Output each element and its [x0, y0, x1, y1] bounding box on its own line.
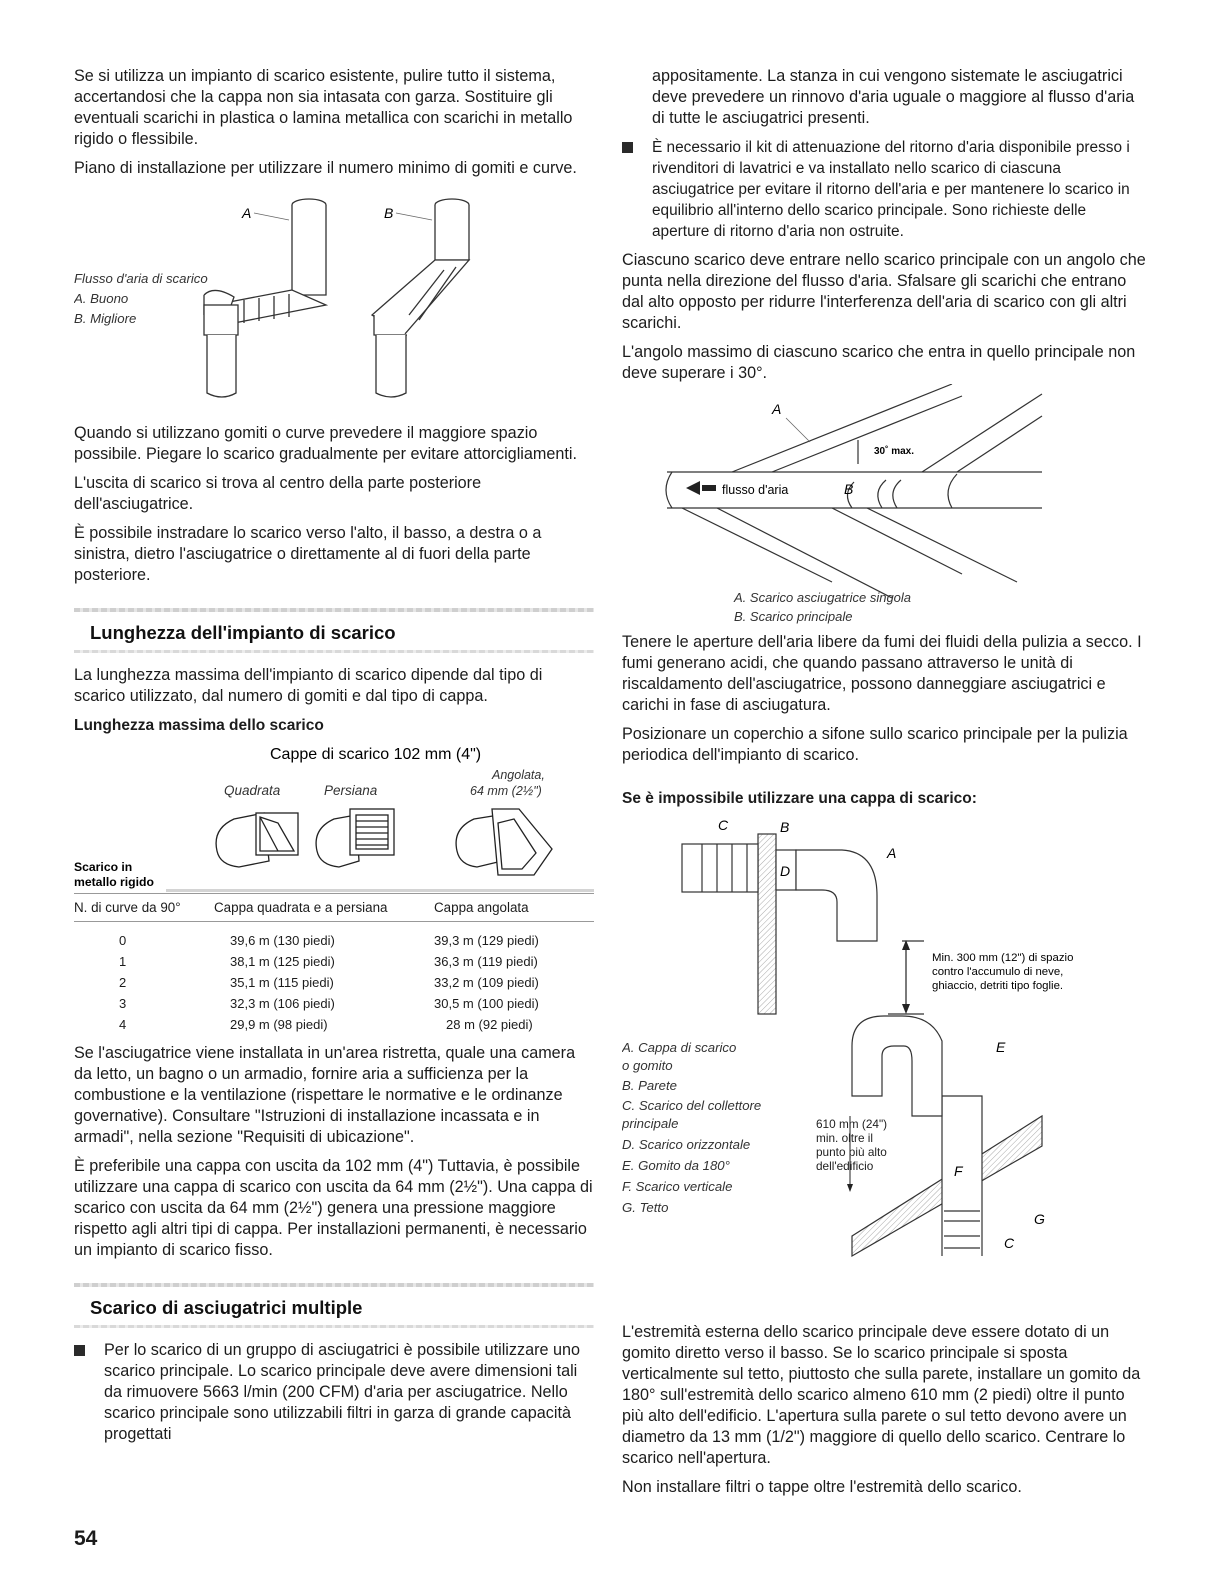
section-rule	[74, 1325, 594, 1328]
table-cell: 2	[119, 975, 127, 990]
paragraph-hood-preference: È preferibile una cappa con uscita da 102 mm (4") Tuttavia, è possibile utilizzare una cappa di scarico con uscita da 64 mm (2½"). Una cappa di scarico con uscita da 64 mm (2½") genera una pressione maggiore rispetto agli altri tipi di cappa. Per installazioni permanenti, è necessario un impianto di scarico fisso.	[74, 1157, 593, 1259]
hood-persiana-label: Persiana	[324, 783, 378, 798]
table-row	[74, 1014, 594, 1035]
fig2-label-b: B	[844, 481, 854, 497]
fig3-legend-item: D. Scarico orizzontale	[622, 1137, 751, 1152]
paragraph-outer-end: L'estremità esterna dello scarico principale deve essere dotato di un gomito diretto verso il basso. Se lo scarico principale si sposta verticalmente sul tetto, piuttosto che sulla parete, installare un gomito da 180° sull'estremità dello scarico almeno 610 mm (2 piedi) oltre il punto più alto dell'edificio. L'apertura sulla parete o sul tetto devono avere un diametro da 13 mm (1/2") maggiore di quello dello scarico. Centrare lo scarico nell'apertura.	[622, 1323, 1141, 1467]
fig3-legend-item: principale	[622, 1116, 679, 1131]
table-cell: 38,1 m (125 piedi)	[230, 954, 335, 969]
fig3-legend-item: G. Tetto	[622, 1200, 669, 1215]
exhaust-airflow-figure	[74, 185, 594, 415]
fig1-caption-b: B. Migliore	[74, 311, 137, 326]
paragraph-continuation: appositamente. La stanza in cui vengono sistemate le asciugatrici deve prevedere un rinnovo d'aria uguale o maggiore al flusso d'aria di tutte le asciugatrici presenti.	[652, 67, 1135, 127]
table-cell: 36,3 m (119 piedi)	[434, 954, 538, 969]
page-number: 54	[74, 1527, 98, 1550]
fig1-label-a: A	[242, 205, 252, 221]
fig3-note-3: ghiaccio, detriti tipo foglie.	[932, 980, 1064, 992]
fig3-label-c2: C	[1004, 1235, 1015, 1251]
section-rule	[74, 650, 594, 653]
paragraph-trap-cover: Posizionare un coperchio a sifone sullo scarico principale per la pulizia periodica dell'impianto di scarico.	[622, 725, 1128, 764]
table-row	[74, 951, 594, 972]
bullet-main-exhaust: Per lo scarico di un gruppo di asciugatrici è possibile utilizzare uno scarico principale. Lo scarico principale deve avere dimensioni tali da rimuovere 5663 l/min (200 CFM) d'aria per asciugatrice. Nello scarico principale sono utilizzabili filtri in garza di grande capacità progettati	[74, 1340, 594, 1445]
table-header: Cappa quadrata e a persiana	[214, 894, 434, 922]
fig3-label-f: F	[954, 1163, 963, 1179]
intro-paragraph-2: Piano di installazione per utilizzare il numero minimo di gomiti e curve.	[74, 159, 577, 177]
hood-angolata-size: 64 mm (2½")	[470, 784, 542, 798]
fig3-label-b: B	[780, 819, 790, 835]
paragraph-angle-direction: Ciascuno scarico deve entrare nello scarico principale con un angolo che punta nella direzione del flusso d'aria. Sfalsare gli scarichi che entrano dal alto opposto per ridurre l'interferenza dell'aria di scarico con gli altri scarichi.	[622, 251, 1146, 332]
paragraph-elbows: Quando si utilizzano gomiti o curve prevedere il maggiore spazio possibile. Piegare lo scarico gradualmente per evitare attorcigliamenti.	[74, 424, 577, 463]
paragraph-dry-cleaning: Tenere le aperture dell'aria libere da fumi dei fluidi della pulizia a secco. I fumi generano acidi, che quando passano attraverso le unità di riscaldamento dell'asciugatrice, possono danneggiare asciugatrici e carichi in fase di asciugatura.	[622, 633, 1142, 714]
fig3-legend-item: A. Cappa di scarico	[622, 1040, 737, 1055]
fig3-dim-1: 610 mm (24")	[816, 1117, 888, 1131]
table-header-row	[74, 894, 594, 922]
fig1-caption-title: Flusso d'aria di scarico	[74, 271, 208, 286]
paragraph-max-angle: L'angolo massimo di ciascuno scarico che entra in quello principale non deve superare i 30°.	[622, 343, 1136, 382]
fig2-caption-a: A. Scarico asciugatrice singola	[734, 590, 912, 605]
left-column	[74, 66, 594, 1445]
airflow-arrow-icon	[686, 481, 700, 495]
table-row	[74, 993, 594, 1014]
fig1-label-b: B	[384, 205, 394, 221]
table-cell: 0	[119, 933, 127, 948]
fig2-caption-b: B. Scarico principale	[734, 609, 853, 624]
fig3-label-a: A	[887, 845, 897, 861]
paragraph-max-length: La lunghezza massima dell'impianto di scarico dipende dal tipo di scarico utilizzato, dal numero di gomiti e dal tipo di cappa.	[74, 666, 543, 705]
table-cell: 33,2 m (109 piedi)	[434, 975, 539, 990]
fig3-legend-item: B. Parete	[622, 1078, 677, 1093]
table-cell: 1	[119, 954, 127, 969]
table-cell: 4	[119, 1017, 127, 1032]
fig3-label-c: C	[718, 817, 729, 833]
section-title-multiple: Scarico di asciugatrici multiple	[90, 1297, 363, 1318]
fig3-label-e: E	[996, 1039, 1006, 1055]
table-cell: 32,3 m (106 piedi)	[230, 996, 335, 1011]
fig2-label-a: A	[772, 401, 782, 417]
fig3-legend-item: F. Scarico verticale	[622, 1179, 733, 1194]
fig3-legend-item: C. Scarico del collettore	[622, 1098, 762, 1113]
table-cell: 3	[119, 996, 127, 1011]
bullet-attenuation-kit: È necessario il kit di attenuazione del ritorno d'aria disponibile presso i rivenditori di lavatrici e va installato nello scarico di ciascuna asciugatrice per evitare il ritorno dell'aria e per mantenere lo scarico in equilibrio all'interno dello scarico principale. Sono richieste delle aperture di ritorno d'aria non ostruite.	[622, 137, 1147, 242]
no-hood-figure	[622, 816, 1147, 1316]
table-cell: 28 m (92 piedi)	[446, 1017, 533, 1032]
hood-angolata-label: Angolata,	[492, 768, 545, 782]
fig3-dim-2: min. oltre il	[816, 1131, 874, 1145]
fig3-legend-item: o gomito	[622, 1058, 673, 1073]
fig3-label-d: D	[780, 863, 791, 879]
fig3-legend-item: E. Gomito da 180°	[622, 1158, 730, 1173]
table-cell: 35,1 m (115 piedi)	[230, 975, 334, 990]
fig2-angle: 30˚ max.	[874, 446, 915, 457]
right-column	[622, 66, 1147, 1498]
table-header: Cappa angolata	[434, 894, 594, 922]
max-length-table	[74, 893, 594, 1035]
fig3-note-1: Min. 300 mm (12") di spazio	[932, 952, 1074, 964]
section-title-length: Lunghezza dell'impianto di scarico	[90, 622, 396, 643]
table-cell: 30,5 m (100 piedi)	[434, 996, 539, 1011]
table-cell: 39,6 m (130 piedi)	[230, 933, 335, 948]
fig2-flow: flusso d'aria	[722, 483, 789, 497]
angle-duct-figure	[622, 384, 1147, 624]
exhaust-hoods-figure	[74, 743, 594, 893]
fig3-label-g: G	[1034, 1211, 1045, 1227]
table-row	[74, 972, 594, 993]
fig3-dim-4: dell'edificio	[816, 1159, 874, 1173]
paragraph-restricted-area: Se l'asciugatrice viene installata in un'area ristretta, quale una camera da letto, un bagno o un armadio, fornire aria a sufficienza per la combustione e la ventilazione (rispettare le normative e le ordinanze governative). Consultare "Istruzioni di installazione incassata e in armadi", nella sezione "Requisiti di ubicazione".	[74, 1044, 576, 1146]
fig3-note-2: contro l'accumulo di neve,	[932, 966, 1064, 978]
subhead-max-length: Lunghezza massima dello scarico	[74, 717, 324, 734]
subhead-no-hood: Se è impossibile utilizzare una cappa di scarico:	[622, 790, 977, 807]
paragraph-no-filters: Non installare filtri o tappe oltre l'estremità dello scarico.	[622, 1478, 1022, 1496]
intro-paragraph-1: Se si utilizza un impianto di scarico esistente, pulire tutto il sistema, accertandosi che la cappa non sia intasata con garza. Sostituire gli eventuali scarichi in plastica o lamina metallica con scarichi in metallo rigido o flessibile.	[74, 67, 573, 148]
paragraph-routing: È possibile instradare lo scarico verso l'alto, il basso, a destra o a sinistra, dietro l'asciugatrice o direttamente al di fuori della parte posteriore.	[74, 524, 542, 584]
fig3-dim-3: punto più alto	[816, 1145, 887, 1159]
table-cell: 39,3 m (129 piedi)	[434, 933, 539, 948]
table-header: N. di curve da 90°	[74, 894, 214, 922]
table-row	[74, 930, 594, 951]
hoods-title: Cappe di scarico 102 mm (4")	[270, 746, 482, 763]
scarico-label-1: Scarico in	[74, 860, 133, 874]
paragraph-outlet: L'uscita di scarico si trova al centro della parte posteriore dell'asciugatrice.	[74, 474, 482, 513]
table-cell: 29,9 m (98 piedi)	[230, 1017, 328, 1032]
fig1-caption-a: A. Buono	[74, 291, 129, 306]
scarico-label-2: metallo rigido	[74, 875, 154, 889]
hood-quadrata-label: Quadrata	[224, 783, 281, 798]
